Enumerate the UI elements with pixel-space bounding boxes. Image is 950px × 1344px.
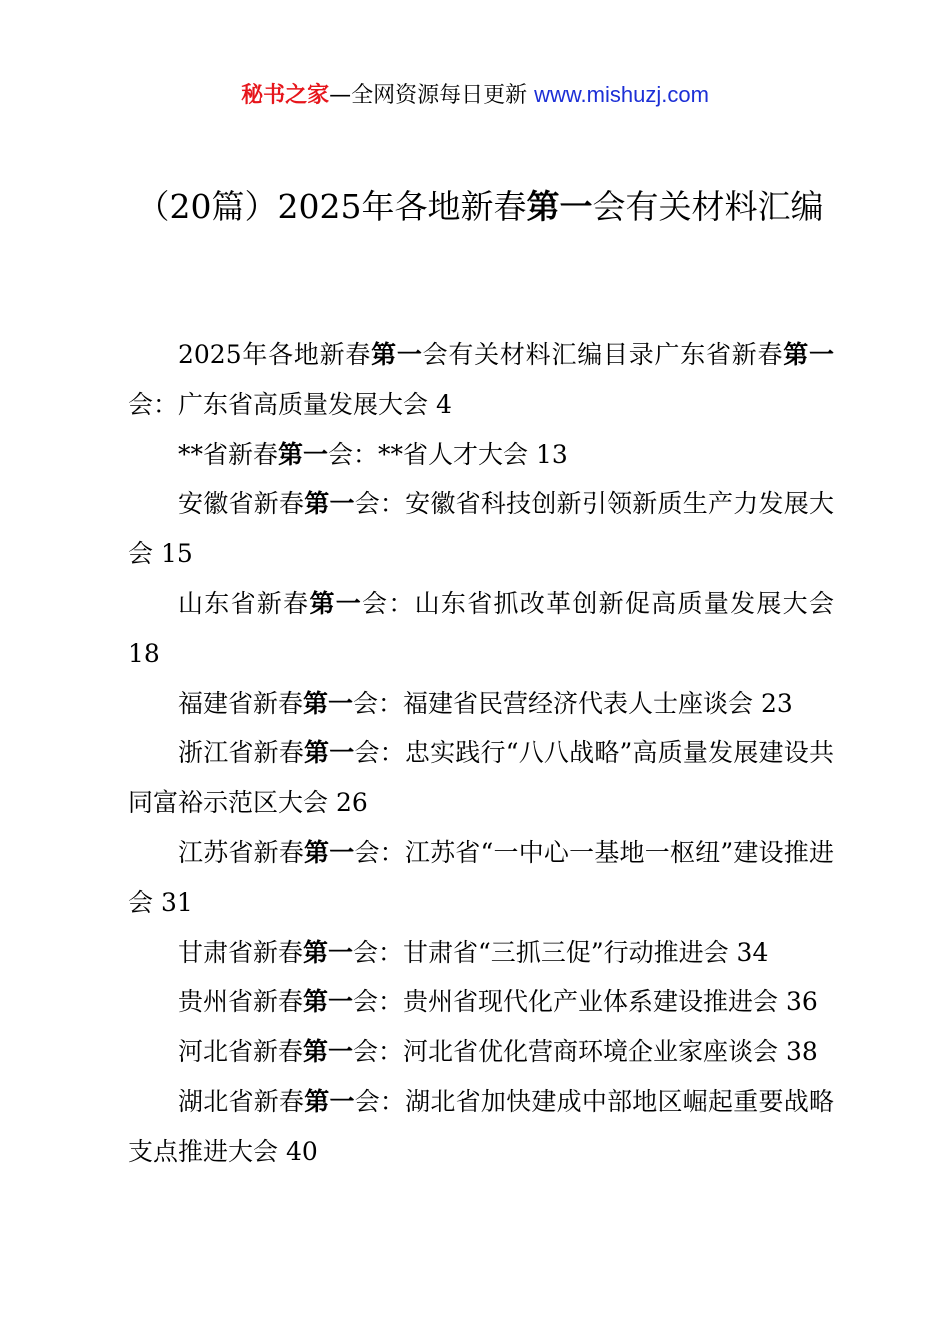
- toc-entry-text: 江苏省新春: [178, 837, 305, 867]
- title-prefix: （20篇）2025年各地新春: [136, 187, 527, 226]
- toc-entry-keyword: 第一: [303, 937, 354, 967]
- toc-entry[interactable]: [128, 430, 834, 480]
- toc-entry[interactable]: [128, 928, 834, 978]
- toc-entry-text: 会有关材料汇编目录广东省新春: [422, 340, 784, 369]
- toc-entry[interactable]: [128, 1077, 834, 1177]
- document-title: [128, 182, 832, 232]
- toc-entry-text: 会：湖北省加快建成中部地区崛起重要战略支点推进大会 40: [128, 1086, 834, 1166]
- toc-entry-text: 湖北省新春: [178, 1086, 305, 1116]
- toc-entry-keyword: 第一: [783, 340, 834, 369]
- toc-entry-text: 2025年各地新春: [178, 340, 372, 369]
- toc-entry[interactable]: [128, 579, 834, 679]
- toc-entry[interactable]: [128, 728, 834, 828]
- toc-entry[interactable]: [128, 828, 834, 928]
- toc-entry-text: 会：山东省抓改革创新促高质量发展大会 18: [128, 588, 834, 668]
- toc-entry-keyword: 第一: [309, 588, 363, 618]
- toc-entry-text: 会：忠实践行“八八战略”高质量发展建设共同富裕示范区大会 26: [128, 738, 834, 818]
- toc-entry-text: 会：甘肃省“三抓三促”行动推进会 34: [353, 937, 769, 967]
- toc-entry-text: 会：贵州省现代化产业体系建设推进会 36: [353, 987, 818, 1017]
- toc-entry-text: 会：福建省民营经济代表人士座谈会 23: [353, 688, 793, 718]
- toc-entry-text: 福建省新春: [178, 688, 304, 718]
- title-suffix: 会有关材料汇编: [592, 187, 824, 226]
- toc-entry-keyword: 第一: [304, 1086, 355, 1116]
- site-url-link[interactable]: www.mishuzj.com: [534, 82, 709, 107]
- toc-entry[interactable]: [128, 977, 834, 1027]
- toc-entry-text: 河北省新春: [178, 1037, 304, 1067]
- toc-entry-keyword: 第一: [303, 688, 354, 718]
- title-keyword: 第一: [526, 187, 593, 226]
- toc-entry[interactable]: [128, 330, 834, 430]
- toc-entry-keyword: 第一: [371, 340, 423, 369]
- toc-entry-text: 山东省新春: [178, 588, 310, 618]
- toc-entry-keyword: 第一: [278, 439, 329, 469]
- toc-entry-text: 会：**省人才大会 13: [328, 439, 568, 469]
- table-of-contents: [128, 330, 834, 1177]
- toc-entry-text: 甘肃省新春: [178, 937, 304, 967]
- toc-entry-keyword: 第一: [304, 489, 355, 519]
- toc-entry-text: 浙江省新春: [178, 738, 305, 768]
- site-tagline: —全网资源每日更新: [329, 83, 528, 108]
- site-brand: 秘书之家: [241, 83, 330, 108]
- toc-entry-keyword: 第一: [303, 1037, 354, 1067]
- site-header: [0, 80, 950, 111]
- toc-entry-keyword: 第一: [304, 738, 355, 768]
- toc-entry[interactable]: [128, 679, 834, 729]
- toc-entry-text: 会：江苏省“一中心一基地一枢纽”建设推进会 31: [128, 837, 834, 917]
- toc-entry-text: 会：河北省优化营商环境企业家座谈会 38: [353, 1037, 818, 1067]
- toc-entry[interactable]: [128, 479, 834, 579]
- toc-entry-text: 安徽省新春: [178, 489, 305, 519]
- toc-entry-text: 会：安徽省科技创新引领新质生产力发展大会 15: [128, 489, 834, 569]
- toc-entry[interactable]: [128, 1027, 834, 1077]
- toc-entry-keyword: 第一: [303, 987, 354, 1017]
- toc-entry-text: **省新春: [178, 439, 279, 469]
- toc-entry-text: 会：广东省高质量发展大会 4: [128, 389, 452, 419]
- toc-entry-keyword: 第一: [304, 837, 355, 867]
- toc-entry-text: 贵州省新春: [178, 987, 304, 1017]
